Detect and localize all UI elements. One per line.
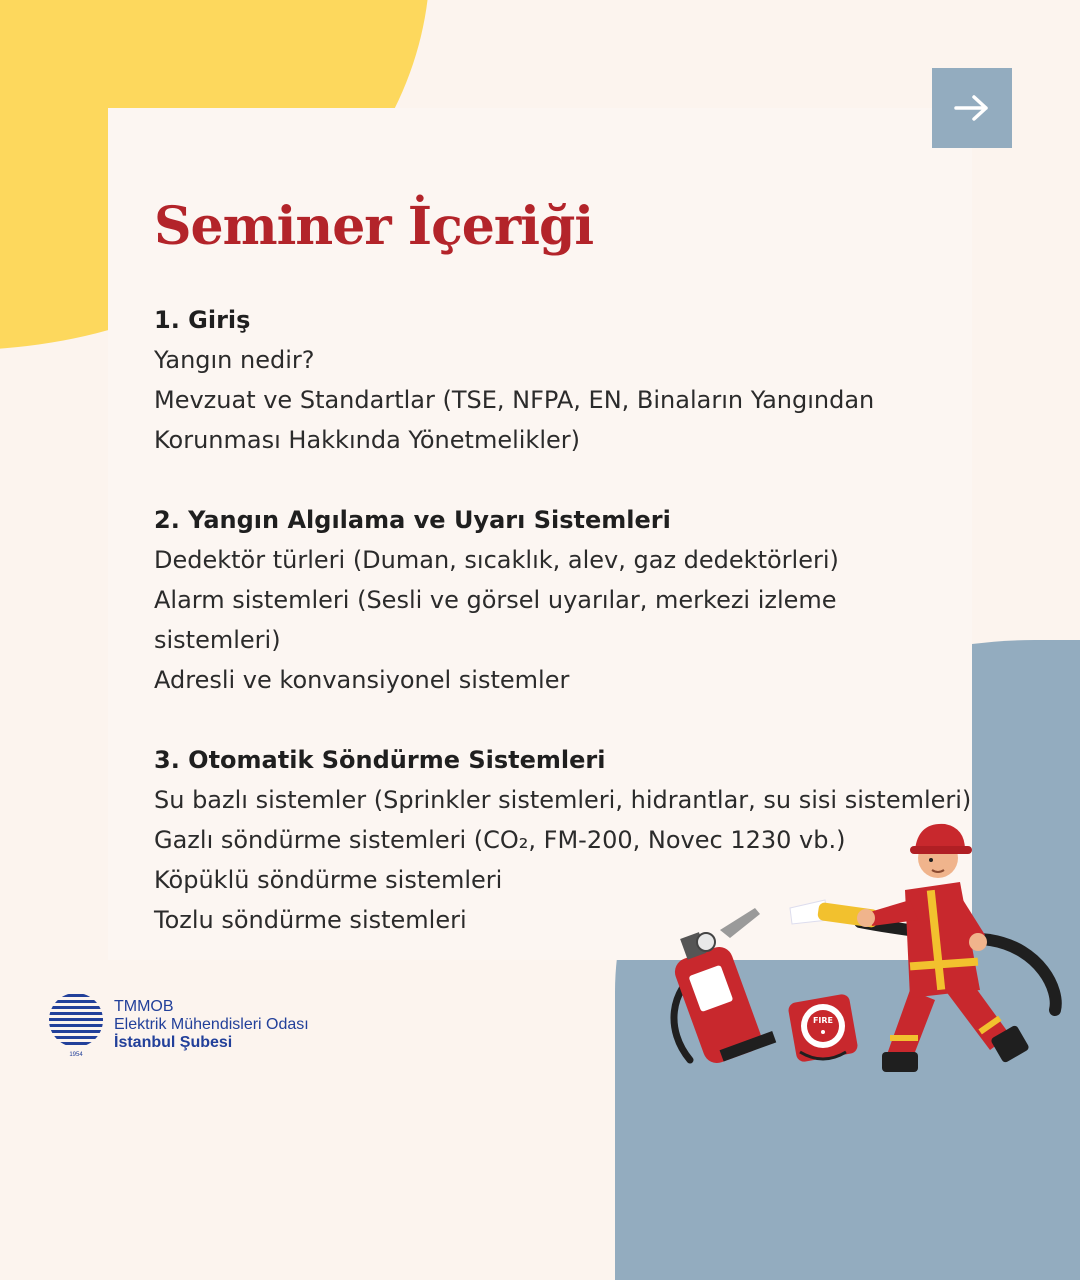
logo-line-3: İstanbul Şubesi — [114, 1034, 233, 1051]
next-button[interactable] — [932, 68, 1012, 148]
list-item: Gazlı söndürme sistemleri (CO₂, FM-200, Novec 1230 vb.) — [154, 826, 846, 854]
fire-alarm-icon — [787, 993, 858, 1063]
logo-text — [114, 998, 309, 1052]
logo-year: 1954 — [69, 1052, 83, 1058]
section-heading: 2. Yangın Algılama ve Uyarı Sistemleri — [154, 506, 671, 534]
section-detection — [154, 500, 984, 700]
logo-line-2: Elektrik Mühendisleri Odası — [114, 1016, 309, 1033]
list-item: Mevzuat ve Standartlar (TSE, NFPA, EN, Binaların Yangından Korunması Hakkında Yönetmelikler) — [154, 386, 875, 454]
logo-line-1: TMMOB — [114, 998, 174, 1015]
section-intro — [154, 300, 984, 460]
emo-globe-icon — [48, 990, 108, 1058]
list-item: Köpüklü söndürme sistemleri — [154, 866, 503, 894]
list-item: Alarm sistemleri (Sesli ve görsel uyarılar, merkezi izleme sistemleri) — [154, 586, 837, 654]
page-title: Seminer İçeriği — [154, 196, 594, 257]
arrow-right-icon — [954, 94, 990, 122]
fire-extinguisher-icon — [671, 908, 776, 1067]
tmmob-logo — [48, 990, 348, 1060]
list-item: Su bazlı sistemler (Sprinkler sistemleri, hidrantlar, su sisi sistemleri) — [154, 786, 972, 814]
alarm-label: FIRE — [812, 1016, 834, 1025]
list-item: Dedektör türleri (Duman, sıcaklık, alev, gaz dedektörleri) — [154, 546, 839, 574]
section-heading: 3. Otomatik Söndürme Sistemleri — [154, 746, 606, 774]
list-item: Adresli ve konvansiyonel sistemler — [154, 666, 570, 694]
list-item: Yangın nedir? — [154, 346, 315, 374]
firefighter-illustration — [660, 820, 1070, 1080]
list-item: Tozlu söndürme sistemleri — [154, 906, 467, 934]
section-heading: 1. Giriş — [154, 306, 251, 334]
